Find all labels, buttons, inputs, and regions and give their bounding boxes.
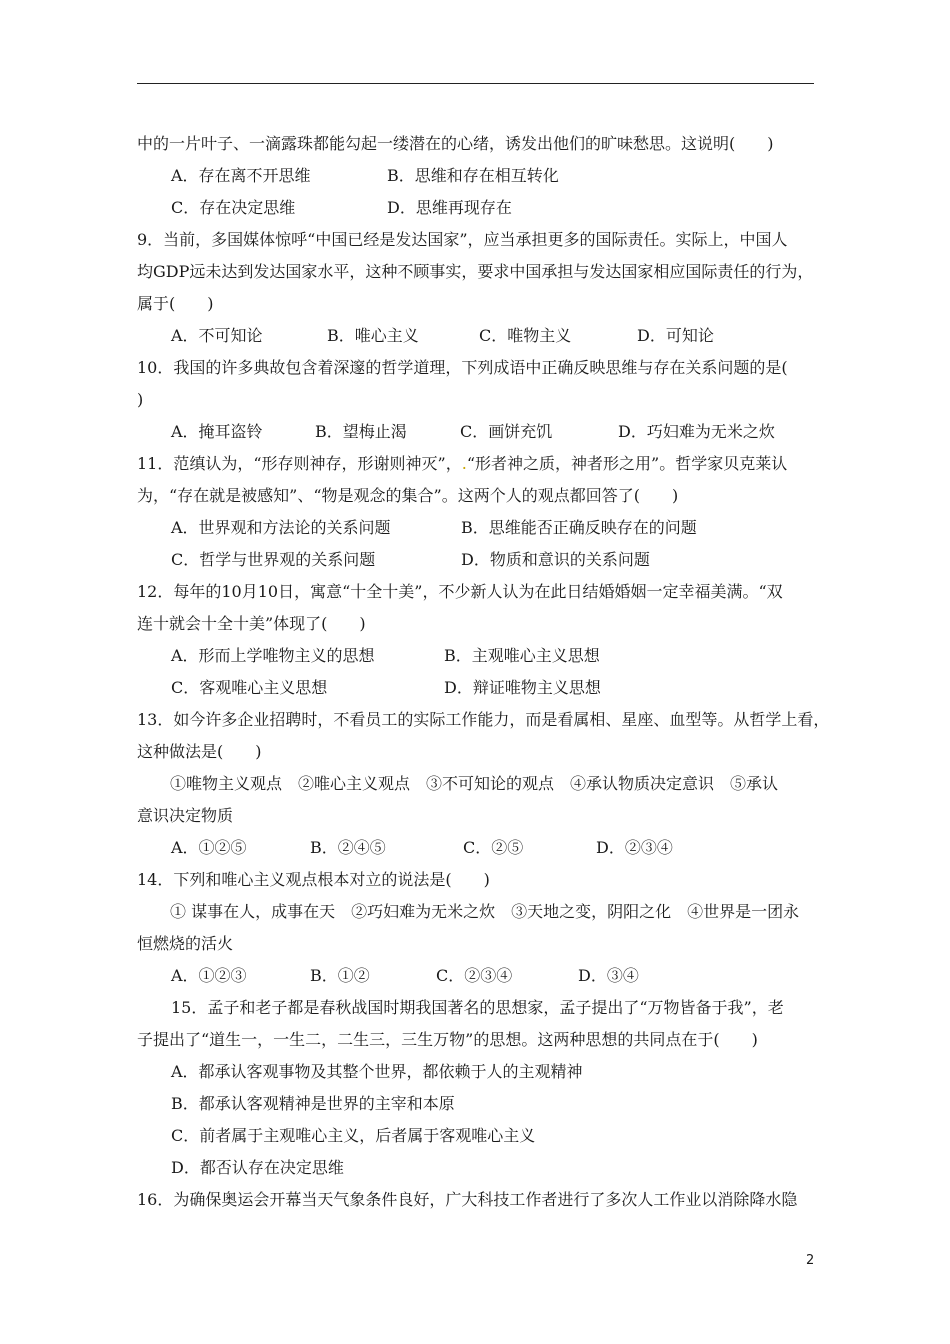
- q14-options: [137, 960, 827, 992]
- q13-option-a: A．①②⑤: [171, 838, 247, 857]
- q14-option-b: B．①②: [310, 966, 370, 985]
- q9-line-1: 9．当前，多国媒体惊呼“中国已经是发达国家”，应当承担更多的国际责任。实际上，中国人: [137, 230, 788, 249]
- q8-option-a: A．存在离不开思维: [171, 166, 311, 185]
- q14-option-d: D．③④: [578, 966, 639, 985]
- q12-option-d: D．辩证唯物主义思想: [444, 678, 601, 697]
- stray-dot: .: [461, 454, 467, 473]
- q11-option-c: C．哲学与世界观的关系问题: [171, 550, 376, 569]
- q11-line-1a: 11．范缜认为，“形存则神存，形谢则神灭”，: [137, 454, 462, 473]
- q10-option-c: C．画饼充饥: [460, 422, 553, 441]
- q11-line-1b: “形者神之质，神者形之用”。哲学家贝克莱认: [466, 454, 788, 473]
- q9-line-2: 均GDP远未达到发达国家水平，这种不顾事实，要求中国承担与发达国家相应国际责任的行为，: [137, 262, 814, 281]
- q14-items-line-2: 恒燃烧的活火: [137, 934, 234, 953]
- q12-option-b: B．主观唯心主义思想: [444, 646, 600, 665]
- q15-option-d: D．都否认存在决定思维: [171, 1158, 344, 1177]
- exam-content: [137, 128, 830, 1216]
- q14-items-line-1: ① 谋事在人，成事在天 ②巧妇难为无米之炊 ③天地之变，阴阳之化 ④世界是一团永: [170, 902, 800, 921]
- q8-option-d: D．思维再现存在: [387, 198, 512, 217]
- q15-line-2: 子提出了“道生一，一生二，二生三，三生万物”的思想。这两种思想的共同点在于( ): [137, 1030, 758, 1049]
- q12-line-2: 连十就会十全十美”体现了( ): [137, 614, 366, 633]
- q8-option-b: B．思维和存在相互转化: [387, 166, 559, 185]
- q9-option-b: B．唯心主义: [327, 326, 419, 345]
- q13-items-line-1: ①唯物主义观点 ②唯心主义观点 ③不可知论的观点 ④承认物质决定意识 ⑤承认: [170, 774, 779, 793]
- q11-option-d: D．物质和意识的关系问题: [461, 550, 650, 569]
- q12-options-row2: [137, 672, 827, 704]
- q9-line-3: 属于( ): [137, 294, 214, 313]
- q15-line-1: 15．孟子和老子都是春秋战国时期我国著名的思想家，孟子提出了“万物皆备于我”，老: [171, 998, 784, 1017]
- q15-option-b: B．都承认客观精神是世界的主宰和本原: [171, 1094, 455, 1113]
- q13-items-line-2: 意识决定物质: [137, 806, 234, 825]
- q9-option-d: D．可知论: [637, 326, 714, 345]
- q12-options-row1: [137, 640, 827, 672]
- q14-line-1: 14．下列和唯心主义观点根本对立的说法是( ): [137, 870, 490, 889]
- q12-line-1: 12．每年的10月10日，寓意“十全十美”，不少新人认为在此日结婚婚姻一定幸福美满。“双: [137, 582, 783, 601]
- q15-option-c: C．前者属于主观唯心主义，后者属于客观唯心主义: [171, 1126, 536, 1145]
- q14-option-c: C．②③④: [436, 966, 513, 985]
- q11-line-2: 为，“存在就是被感知”、“物是观念的集合”。这两个人的观点都回答了( ): [137, 486, 679, 505]
- q12-option-a: A．形而上学唯物主义的思想: [171, 646, 375, 665]
- q10-options: [137, 416, 827, 448]
- q11-option-b: B．思维能否正确反映存在的问题: [461, 518, 697, 537]
- q10-option-d: D．巧妇难为无米之炊: [618, 422, 775, 441]
- q11-options-row2: [137, 544, 827, 576]
- q13-line-1: 13．如今许多企业招聘时，不看员工的实际工作能力，而是看属相、星座、血型等。从哲学上看，: [137, 710, 830, 729]
- q10-option-b: B．望梅止渴: [315, 422, 407, 441]
- q8-options-row1: [137, 160, 827, 192]
- q13-line-2: 这种做法是( ): [137, 742, 262, 761]
- q13-option-b: B．②④⑤: [310, 838, 386, 857]
- page-number: 2: [806, 1253, 815, 1268]
- q10-line-2: ): [137, 390, 144, 409]
- q8-option-c: C．存在决定思维: [171, 198, 296, 217]
- q13-options: [137, 832, 827, 864]
- q13-option-d: D．②③④: [596, 838, 673, 857]
- header-rule: [137, 83, 814, 84]
- q14-option-a: A．①②③: [171, 966, 247, 985]
- q11-line-1: [137, 448, 827, 480]
- q10-line-1: 10．我国的许多典故包含着深邃的哲学道理，下列成语中正确反映思维与存在关系问题的是(: [137, 358, 788, 377]
- q9-options: [137, 320, 827, 352]
- q15-option-a: A．都承认客观事物及其整个世界，都依赖于人的主观精神: [171, 1062, 583, 1081]
- q13-option-c: C．②⑤: [463, 838, 524, 857]
- q16-line-1: 16．为确保奥运会开幕当天气象条件良好，广大科技工作者进行了多次人工作业以消除降水隐: [137, 1190, 798, 1209]
- q12-option-c: C．客观唯心主义思想: [171, 678, 328, 697]
- q8-stem: 中的一片叶子、一滴露珠都能勾起一缕潜在的心绪，诱发出他们的旷味愁思。这说明( ): [137, 134, 774, 153]
- q9-option-c: C．唯物主义: [479, 326, 572, 345]
- q11-options-row1: [137, 512, 827, 544]
- q10-option-a: A．掩耳盗铃: [171, 422, 263, 441]
- q8-options-row2: [137, 192, 827, 224]
- q11-option-a: A．世界观和方法论的关系问题: [171, 518, 391, 537]
- q9-option-a: A．不可知论: [171, 326, 263, 345]
